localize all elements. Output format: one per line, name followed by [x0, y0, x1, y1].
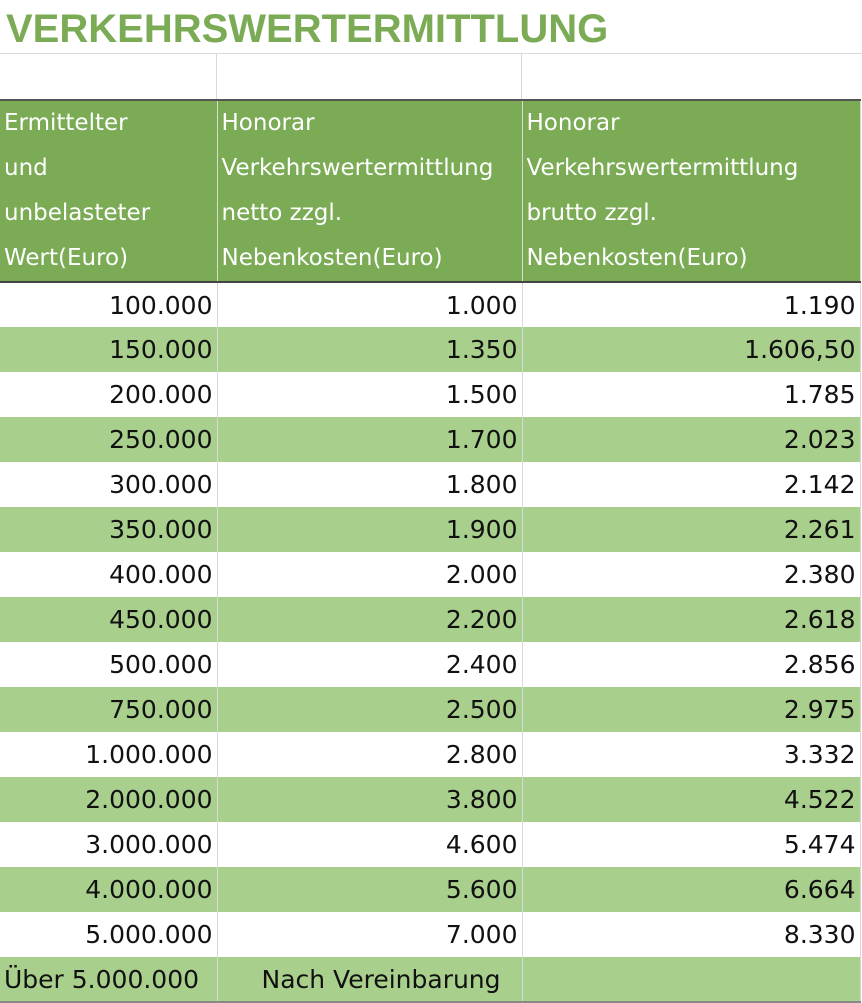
net-fee-cell[interactable]: 2.400	[217, 642, 522, 687]
value-cell[interactable]: Über 5.000.000	[0, 957, 217, 1002]
value-cell[interactable]: 750.000	[0, 687, 217, 732]
table-row-over-limit	[0, 957, 860, 1002]
gross-fee-cell[interactable]: 2.975	[522, 687, 860, 732]
net-fee-cell[interactable]: 2.800	[217, 732, 522, 777]
net-fee-cell[interactable]: 2.500	[217, 687, 522, 732]
net-fee-cell[interactable]: 3.800	[217, 777, 522, 822]
header-line: Wert(Euro)	[4, 245, 129, 271]
value-cell[interactable]: 350.000	[0, 507, 217, 552]
value-cell[interactable]: 100.000	[0, 282, 217, 327]
value-cell[interactable]: 250.000	[0, 417, 217, 462]
gross-fee-cell[interactable]: 1.190	[522, 282, 860, 327]
value-cell[interactable]: 2.000.000	[0, 777, 217, 822]
net-fee-cell[interactable]: 2.200	[217, 597, 522, 642]
table-row	[0, 327, 860, 372]
table-row	[0, 462, 860, 507]
header-cell-gross-fee[interactable]	[522, 100, 860, 282]
header-line: Honorar	[526, 110, 620, 136]
header-row	[0, 100, 860, 282]
header-line: brutto zzgl.	[526, 200, 657, 226]
table-row	[0, 282, 860, 327]
value-cell[interactable]: 200.000	[0, 372, 217, 417]
net-fee-cell[interactable]: 4.600	[217, 822, 522, 867]
gross-fee-cell[interactable]: 2.261	[522, 507, 860, 552]
table-row	[0, 777, 860, 822]
value-cell[interactable]: 500.000	[0, 642, 217, 687]
header-cell-value[interactable]	[0, 100, 217, 282]
note-cell[interactable]: Nach Vereinbarung	[217, 957, 522, 1002]
gross-fee-cell[interactable]: 2.380	[522, 552, 860, 597]
table-row	[0, 507, 860, 552]
header-line: Ermittelter	[4, 110, 128, 136]
value-cell[interactable]: 450.000	[0, 597, 217, 642]
empty-cell[interactable]	[522, 957, 860, 1002]
empty-cell[interactable]	[0, 54, 217, 99]
net-fee-cell[interactable]: 1.900	[217, 507, 522, 552]
header-line: Nebenkosten(Euro)	[221, 245, 443, 271]
net-fee-cell[interactable]: 1.500	[217, 372, 522, 417]
value-cell[interactable]: 400.000	[0, 552, 217, 597]
fee-table	[0, 99, 861, 1003]
table-row	[0, 732, 860, 777]
empty-row	[0, 54, 862, 99]
sheet-title[interactable]: VERKEHRSWERTERMITTLUNG	[0, 0, 862, 54]
empty-cell[interactable]	[217, 54, 522, 99]
table-row	[0, 417, 860, 462]
header-line: Nebenkosten(Euro)	[526, 245, 748, 271]
gross-fee-cell[interactable]: 1.785	[522, 372, 860, 417]
gross-fee-cell[interactable]: 4.522	[522, 777, 860, 822]
header-line: und	[4, 155, 48, 181]
net-fee-cell[interactable]: 1.800	[217, 462, 522, 507]
table-row	[0, 597, 860, 642]
header-line: Verkehrswertermittlung	[526, 155, 799, 181]
header-line: unbelasteter	[4, 200, 151, 226]
header-line: netto zzgl.	[221, 200, 343, 226]
value-cell[interactable]: 5.000.000	[0, 912, 217, 957]
net-fee-cell[interactable]: 1.000	[217, 282, 522, 327]
net-fee-cell[interactable]: 7.000	[217, 912, 522, 957]
gross-fee-cell[interactable]: 5.474	[522, 822, 860, 867]
net-fee-cell[interactable]: 1.350	[217, 327, 522, 372]
table-row	[0, 687, 860, 732]
gross-fee-cell[interactable]: 8.330	[522, 912, 860, 957]
header-cell-net-fee[interactable]	[217, 100, 522, 282]
gross-fee-cell[interactable]: 6.664	[522, 867, 860, 912]
table-row	[0, 912, 860, 957]
gross-fee-cell[interactable]: 2.142	[522, 462, 860, 507]
table-row	[0, 822, 860, 867]
header-line: Verkehrswertermittlung	[221, 155, 494, 181]
table-row	[0, 867, 860, 912]
empty-cell[interactable]	[522, 54, 862, 99]
value-cell[interactable]: 4.000.000	[0, 867, 217, 912]
gross-fee-cell[interactable]: 1.606,50	[522, 327, 860, 372]
net-fee-cell[interactable]: 5.600	[217, 867, 522, 912]
header-line: Honorar	[221, 110, 315, 136]
gross-fee-cell[interactable]: 3.332	[522, 732, 860, 777]
value-cell[interactable]: 1.000.000	[0, 732, 217, 777]
table-row	[0, 552, 860, 597]
net-fee-cell[interactable]: 1.700	[217, 417, 522, 462]
gross-fee-cell[interactable]: 2.023	[522, 417, 860, 462]
value-cell[interactable]: 300.000	[0, 462, 217, 507]
table-row	[0, 372, 860, 417]
gross-fee-cell[interactable]: 2.856	[522, 642, 860, 687]
net-fee-cell[interactable]: 2.000	[217, 552, 522, 597]
gross-fee-cell[interactable]: 2.618	[522, 597, 860, 642]
table-row	[0, 642, 860, 687]
value-cell[interactable]: 150.000	[0, 327, 217, 372]
value-cell[interactable]: 3.000.000	[0, 822, 217, 867]
